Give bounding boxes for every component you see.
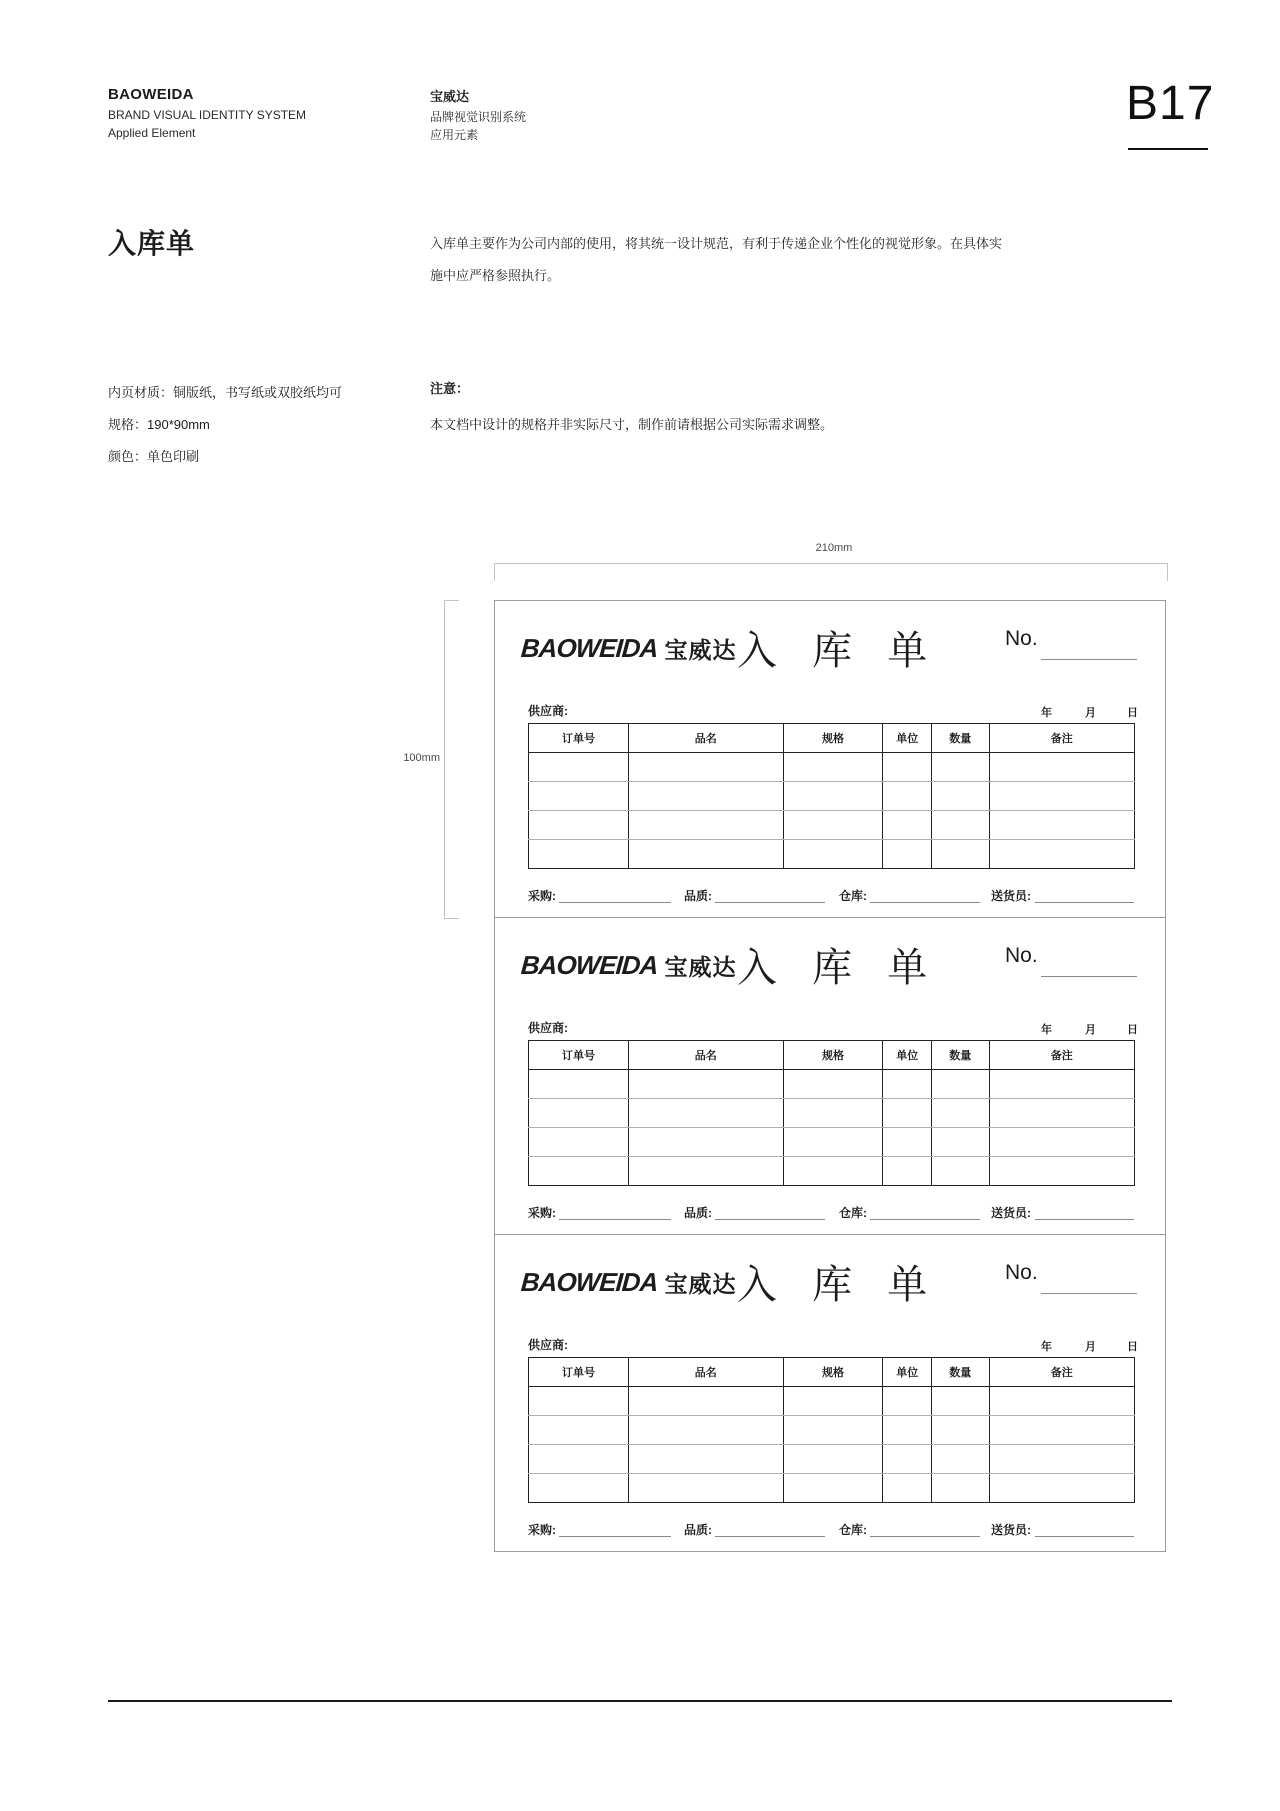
form-logo-en: BAOWEIDA xyxy=(519,632,659,663)
form-date-day-label: 日 xyxy=(1127,1341,1138,1353)
note-label: 注意： xyxy=(430,381,470,396)
table-row xyxy=(529,1387,1135,1416)
footer-deliverer-label: 送货员: xyxy=(991,1523,1031,1537)
form-no-label: No. xyxy=(1005,627,1038,650)
form-stack xyxy=(494,600,1166,1551)
footer-purchaser-line xyxy=(559,902,671,903)
footer-purchaser-label: 采购: xyxy=(528,889,556,903)
spec-size: 规格：190*90mm xyxy=(108,417,210,432)
form-supplier-label: 供应商: xyxy=(528,1338,568,1352)
footer-warehouse-label: 仓库: xyxy=(839,889,867,903)
form-table-header-row xyxy=(529,1041,1135,1070)
form-logo xyxy=(521,1265,736,1299)
page-code-underline xyxy=(1128,148,1208,150)
form-supplier-label: 供应商: xyxy=(528,704,568,718)
col-product-name: 品名 xyxy=(628,724,783,753)
spec-color: 颜色：单色印刷 xyxy=(108,449,200,464)
footer-warehouse-line xyxy=(870,902,980,903)
col-quantity: 数量 xyxy=(931,1358,989,1387)
form-no-label: No. xyxy=(1005,1261,1038,1284)
footer-purchaser-label: 采购: xyxy=(528,1206,556,1220)
form-date-month-label: 月 xyxy=(1085,707,1096,719)
form-no-underline xyxy=(1041,659,1137,660)
table-row xyxy=(529,811,1135,840)
footer-deliverer-line xyxy=(1035,1536,1134,1537)
stock-in-form xyxy=(494,917,1166,1235)
footer-purchaser-line xyxy=(559,1219,671,1220)
col-spec: 规格 xyxy=(783,1041,883,1070)
footer-warehouse-line xyxy=(870,1219,980,1220)
stock-in-form xyxy=(494,600,1166,918)
form-logo-cn: 宝威达 xyxy=(664,636,737,663)
form-footer xyxy=(495,1519,1165,1543)
note-text: 本文档中设计的规格并非实际尺寸，制作前请根据公司实际需求调整。 xyxy=(430,417,834,432)
col-product-name: 品名 xyxy=(628,1041,783,1070)
form-table-header-row xyxy=(529,1358,1135,1387)
form-date-day-label: 日 xyxy=(1127,707,1138,719)
width-dimension-label: 210mm xyxy=(815,542,853,554)
form-logo-cn: 宝威达 xyxy=(664,953,737,980)
footer-purchaser-label: 采购: xyxy=(528,1523,556,1537)
footer-warehouse-line xyxy=(870,1536,980,1537)
form-date-day-label: 日 xyxy=(1127,1024,1138,1036)
brand-subtitle2-en: Applied Element xyxy=(108,126,196,140)
brand-subtitle-cn: 品牌视觉识别系统 xyxy=(430,110,527,124)
form-logo-en: BAOWEIDA xyxy=(519,949,659,980)
footer-quality-label: 品质: xyxy=(684,1523,712,1537)
table-row xyxy=(529,782,1135,811)
form-no-underline xyxy=(1041,1293,1137,1294)
table-row xyxy=(529,1070,1135,1099)
table-row xyxy=(529,1474,1135,1503)
form-supplier-label: 供应商: xyxy=(528,1021,568,1035)
form-date-year-label: 年 xyxy=(1041,707,1052,719)
col-unit: 单位 xyxy=(883,1041,931,1070)
footer-deliverer-line xyxy=(1035,1219,1134,1220)
brand-subtitle-en: BRAND VISUAL IDENTITY SYSTEM xyxy=(108,108,307,122)
height-dimension-bracket xyxy=(444,600,459,919)
form-table xyxy=(528,1357,1135,1503)
form-logo xyxy=(521,631,736,665)
form-date-year-label: 年 xyxy=(1041,1024,1052,1036)
brand-name-en: BAOWEIDA xyxy=(108,86,194,103)
width-dimension-bracket xyxy=(494,563,1168,581)
section-title: 入库单 xyxy=(108,228,196,259)
table-row xyxy=(529,1157,1135,1186)
form-footer xyxy=(495,1202,1165,1226)
section-description: 入库单主要作为公司内部的使用，将其统一设计规范，有利于传递企业个性化的视觉形象。在具体实施中应严格参照执行。 xyxy=(430,236,1003,283)
form-title: 入 库 单 xyxy=(736,629,940,673)
form-logo xyxy=(521,948,736,982)
footer-deliverer-label: 送货员: xyxy=(991,1206,1031,1220)
form-table xyxy=(528,1040,1135,1186)
table-row xyxy=(529,753,1135,782)
footer-quality-label: 品质: xyxy=(684,1206,712,1220)
footer-quality-line xyxy=(715,902,825,903)
form-no-underline xyxy=(1041,976,1137,977)
col-product-name: 品名 xyxy=(628,1358,783,1387)
table-row xyxy=(529,840,1135,869)
footer-deliverer-label: 送货员: xyxy=(991,889,1031,903)
spec-material: 内页材质：铜版纸，书写纸或双胶纸均可 xyxy=(108,385,343,400)
col-order-no: 订单号 xyxy=(529,1041,629,1070)
footer-quality-label: 品质: xyxy=(684,889,712,903)
col-unit: 单位 xyxy=(883,724,931,753)
form-date-month-label: 月 xyxy=(1085,1024,1096,1036)
form-date-year-label: 年 xyxy=(1041,1341,1052,1353)
col-unit: 单位 xyxy=(883,1358,931,1387)
table-row xyxy=(529,1416,1135,1445)
brand-name-cn: 宝威达 xyxy=(430,89,470,104)
footer-deliverer-line xyxy=(1035,902,1134,903)
table-row xyxy=(529,1445,1135,1474)
col-remark: 备注 xyxy=(989,1358,1134,1387)
form-title: 入 库 单 xyxy=(736,946,940,990)
footer-quality-line xyxy=(715,1219,825,1220)
col-spec: 规格 xyxy=(783,724,883,753)
col-spec: 规格 xyxy=(783,1358,883,1387)
bottom-divider xyxy=(108,1700,1172,1702)
form-logo-en: BAOWEIDA xyxy=(519,1266,659,1297)
col-quantity: 数量 xyxy=(931,1041,989,1070)
footer-warehouse-label: 仓库: xyxy=(839,1206,867,1220)
form-date-month-label: 月 xyxy=(1085,1341,1096,1353)
table-row xyxy=(529,1128,1135,1157)
form-logo-cn: 宝威达 xyxy=(664,1270,737,1297)
col-order-no: 订单号 xyxy=(529,724,629,753)
stock-in-form xyxy=(494,1234,1166,1552)
page-code: B17 xyxy=(1126,77,1215,130)
footer-quality-line xyxy=(715,1536,825,1537)
footer-warehouse-label: 仓库: xyxy=(839,1523,867,1537)
table-row xyxy=(529,1099,1135,1128)
form-no-label: No. xyxy=(1005,944,1038,967)
form-table xyxy=(528,723,1135,869)
form-table-header-row xyxy=(529,724,1135,753)
col-order-no: 订单号 xyxy=(529,1358,629,1387)
col-remark: 备注 xyxy=(989,1041,1134,1070)
height-dimension-label: 100mm xyxy=(403,752,440,764)
brand-subtitle2-cn: 应用元素 xyxy=(430,128,479,142)
form-footer xyxy=(495,885,1165,909)
footer-purchaser-line xyxy=(559,1536,671,1537)
col-remark: 备注 xyxy=(989,724,1134,753)
form-title: 入 库 单 xyxy=(736,1263,940,1307)
col-quantity: 数量 xyxy=(931,724,989,753)
